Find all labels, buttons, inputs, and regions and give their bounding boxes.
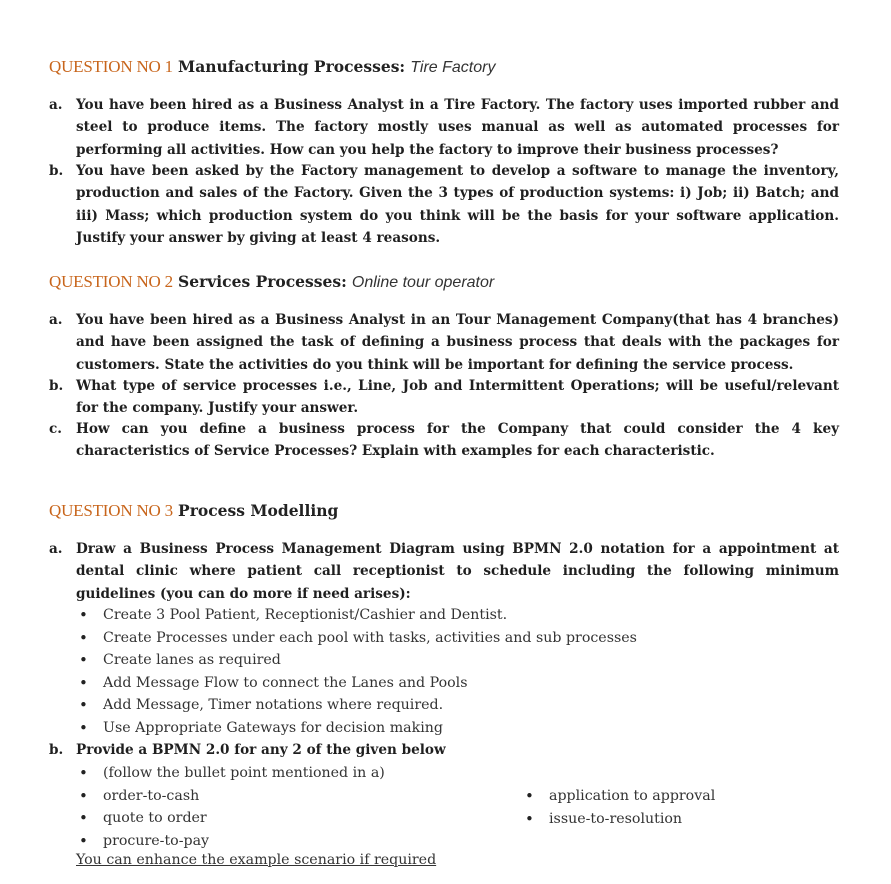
enhance-scenario-note: You can enhance the example scenario if required xyxy=(76,852,437,868)
question-1-title: Manufacturing Processes: xyxy=(178,57,406,76)
question-1-item-a xyxy=(49,94,839,161)
question-1-subtitle: Tire Factory xyxy=(410,59,496,76)
question-1-number: QUESTION NO 1 xyxy=(49,57,173,76)
item-text: Provide a BPMN 2.0 for any 2 of the given below xyxy=(76,742,446,758)
item-text: How can you define a business process for the Company that could consider the 4 key characteristics of Service Processes? Explain with examples for each characteristic. xyxy=(76,421,839,460)
item-text: You have been asked by the Factory management to develop a software to manage the inventory, production and sales of the Factory. Given the 3 types of production systems: i) Job; ii) Batch; and iii) Mass; which production system do you think will be the basis for your software application. Justify your answer by giving at least 4 reasons. xyxy=(76,163,839,247)
list-item: • Create Processes under each pool with tasks, activities and sub processes xyxy=(103,627,637,650)
question-3-number: QUESTION NO 3 xyxy=(49,501,173,520)
item-text: What type of service processes i.e., Line, Job and Intermittent Operations; will be useful/relevant for the company. Justify your answer. xyxy=(76,378,839,417)
question-3-options-left-list xyxy=(103,762,385,852)
item-label: a. xyxy=(49,97,63,113)
question-2-title: Services Processes: xyxy=(178,272,347,291)
list-item: • (follow the bullet point mentioned in a) xyxy=(103,762,385,785)
question-2-subtitle: Online tour operator xyxy=(351,274,495,291)
list-item: • issue-to-resolution xyxy=(549,808,715,831)
question-3-item-a xyxy=(49,538,839,605)
list-item: • Use Appropriate Gateways for decision making xyxy=(103,717,637,740)
item-label: b. xyxy=(49,378,64,394)
list-item: • application to approval xyxy=(549,785,715,808)
item-label: a. xyxy=(49,541,63,557)
list-item: • procure-to-pay xyxy=(103,830,385,853)
list-item: • Add Message, Timer notations where required. xyxy=(103,694,637,717)
item-text: You have been hired as a Business Analyst in an Tour Management Company(that has 4 branches) and have been assigned the task of defining a business process that deals with the packages for customers. State the activities do you think will be important for defining the service process. xyxy=(76,312,839,373)
question-1-item-b xyxy=(49,160,839,250)
question-3-guidelines-list xyxy=(103,604,637,740)
question-2-item-a xyxy=(49,309,839,376)
list-item: • Create 3 Pool Patient, Receptionist/Cashier and Dentist. xyxy=(103,604,637,627)
list-item: • Create lanes as required xyxy=(103,649,637,672)
question-2-number: QUESTION NO 2 xyxy=(49,272,173,291)
question-3-heading xyxy=(49,500,338,522)
question-2-item-c xyxy=(49,418,839,463)
question-3-item-b xyxy=(49,739,839,761)
question-3-title: Process Modelling xyxy=(178,501,339,520)
item-label: b. xyxy=(49,742,64,758)
list-item: • order-to-cash xyxy=(103,785,385,808)
item-text: You have been hired as a Business Analyst in a Tire Factory. The factory uses imported rubber and steel to produce items. The factory mostly uses manual as well as automated processes for performing all activities. How can you help the factory to improve their business processes? xyxy=(76,97,839,158)
item-label: b. xyxy=(49,163,64,179)
item-label: c. xyxy=(49,421,63,437)
question-3-options-right-list xyxy=(549,785,715,830)
list-item: • Add Message Flow to connect the Lanes and Pools xyxy=(103,672,637,695)
item-label: a. xyxy=(49,312,63,328)
item-text: Draw a Business Process Management Diagram using BPMN 2.0 notation for a appointment at dental clinic where patient call receptionist to schedule including the following minimum guidelines (you can do more if need arises): xyxy=(76,541,839,602)
list-item: • quote to order xyxy=(103,807,385,830)
question-2-heading xyxy=(49,271,494,294)
question-2-item-b xyxy=(49,375,839,420)
question-1-heading xyxy=(49,56,495,79)
